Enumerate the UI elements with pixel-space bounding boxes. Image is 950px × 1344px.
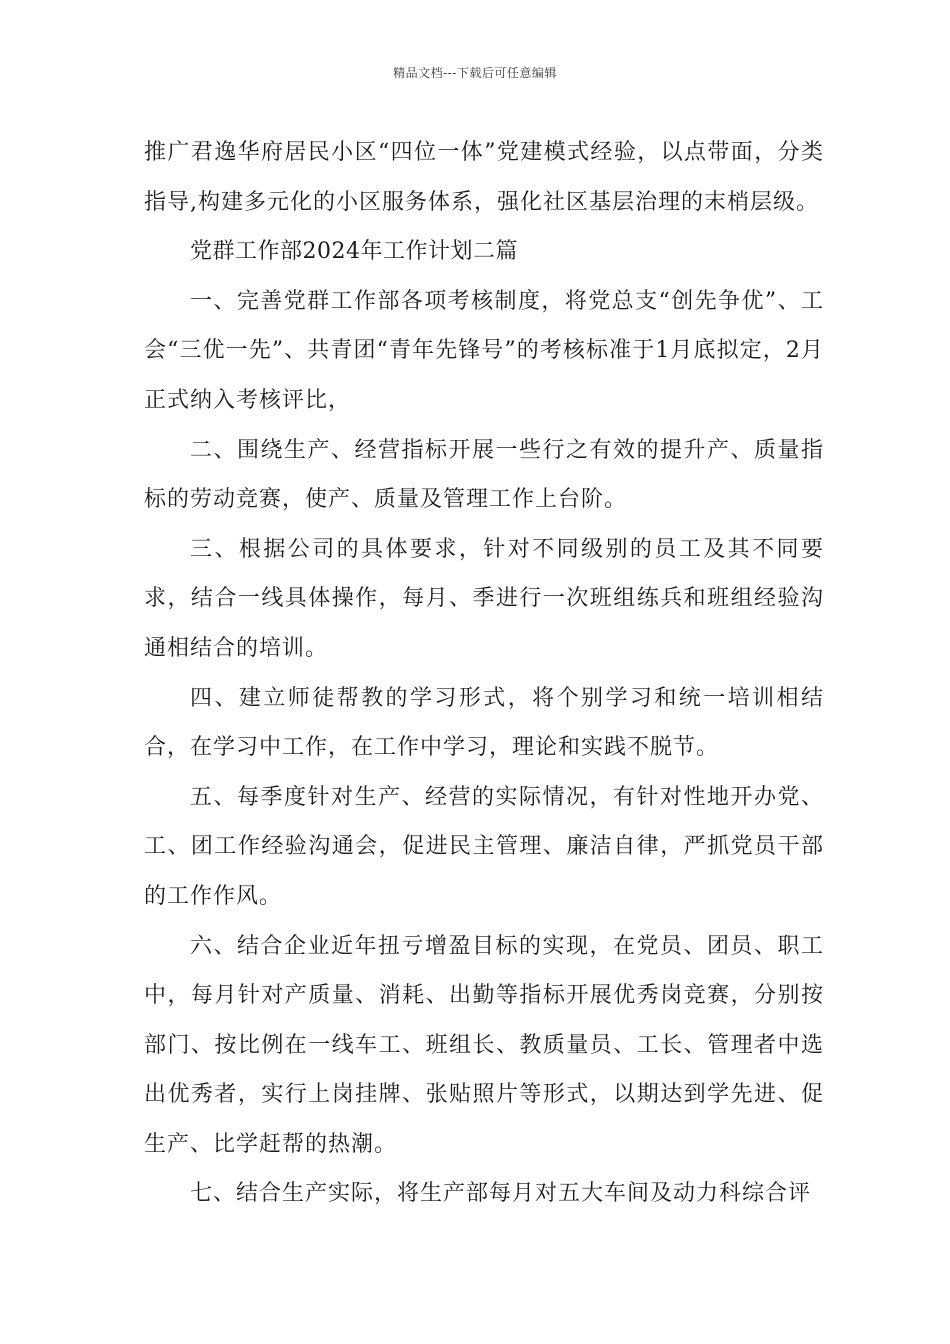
document-body	[144, 128, 824, 1219]
paragraph-continuation: 推广君逸华府居民小区“四位一体”党建模式经验，以点带面，分类指导,构建多元化的小区服务体系，强化社区基层治理的末梢层级。	[144, 140, 824, 215]
paragraph-item-6: 六、结合企业近年扭亏增盈目标的实现，在党员、团员、职工中，每月针对产质量、消耗、出勤等指标开展优秀岗竞赛，分别按部门、按比例在一线车工、班组长、教质量员、工长、管理者中选出优秀者，实行上岗挂牌、张贴照片等形式，以期达到学先进、促生产、比学赶帮的热潮。	[144, 933, 824, 1157]
paragraph-item-2: 二、围绕生产、经营指标开展一些行之有效的提升产、质量指标的劳动竞赛，使产、质量及管理工作上台阶。	[144, 437, 824, 513]
paragraph-item-3: 三、根据公司的具体要求，针对不同级别的员工及其不同要求，结合一线具体操作，每月、季进行一次班组练兵和班组经验沟通相结合的培训。	[144, 536, 824, 661]
section-title: 党群工作部2024年工作计划二篇	[190, 239, 518, 265]
paragraph-item-7: 七、结合生产实际，将生产部每月对五大车间及动力科综合评	[190, 1181, 812, 1207]
paragraph-item-5: 五、每季度针对生产、经营的实际情况，有针对性地开办党、工、团工作经验沟通会，促进民主管理、廉洁自律，严抓党员干部的工作作风。	[144, 784, 824, 909]
page-header: 精品文档---下载后可任意编辑	[393, 66, 557, 80]
paragraph-item-4: 四、建立师徒帮教的学习形式，将个别学习和统一培训相结合，在学习中工作，在工作中学习，理论和实践不脱节。	[144, 685, 824, 761]
paragraph-item-1: 一、完善党群工作部各项考核制度，将党总支“创先争优”、工会“三优一先”、共青团“青年先锋号”的考核标准于1月底拟定，2月正式纳入考核评比，	[144, 288, 825, 413]
